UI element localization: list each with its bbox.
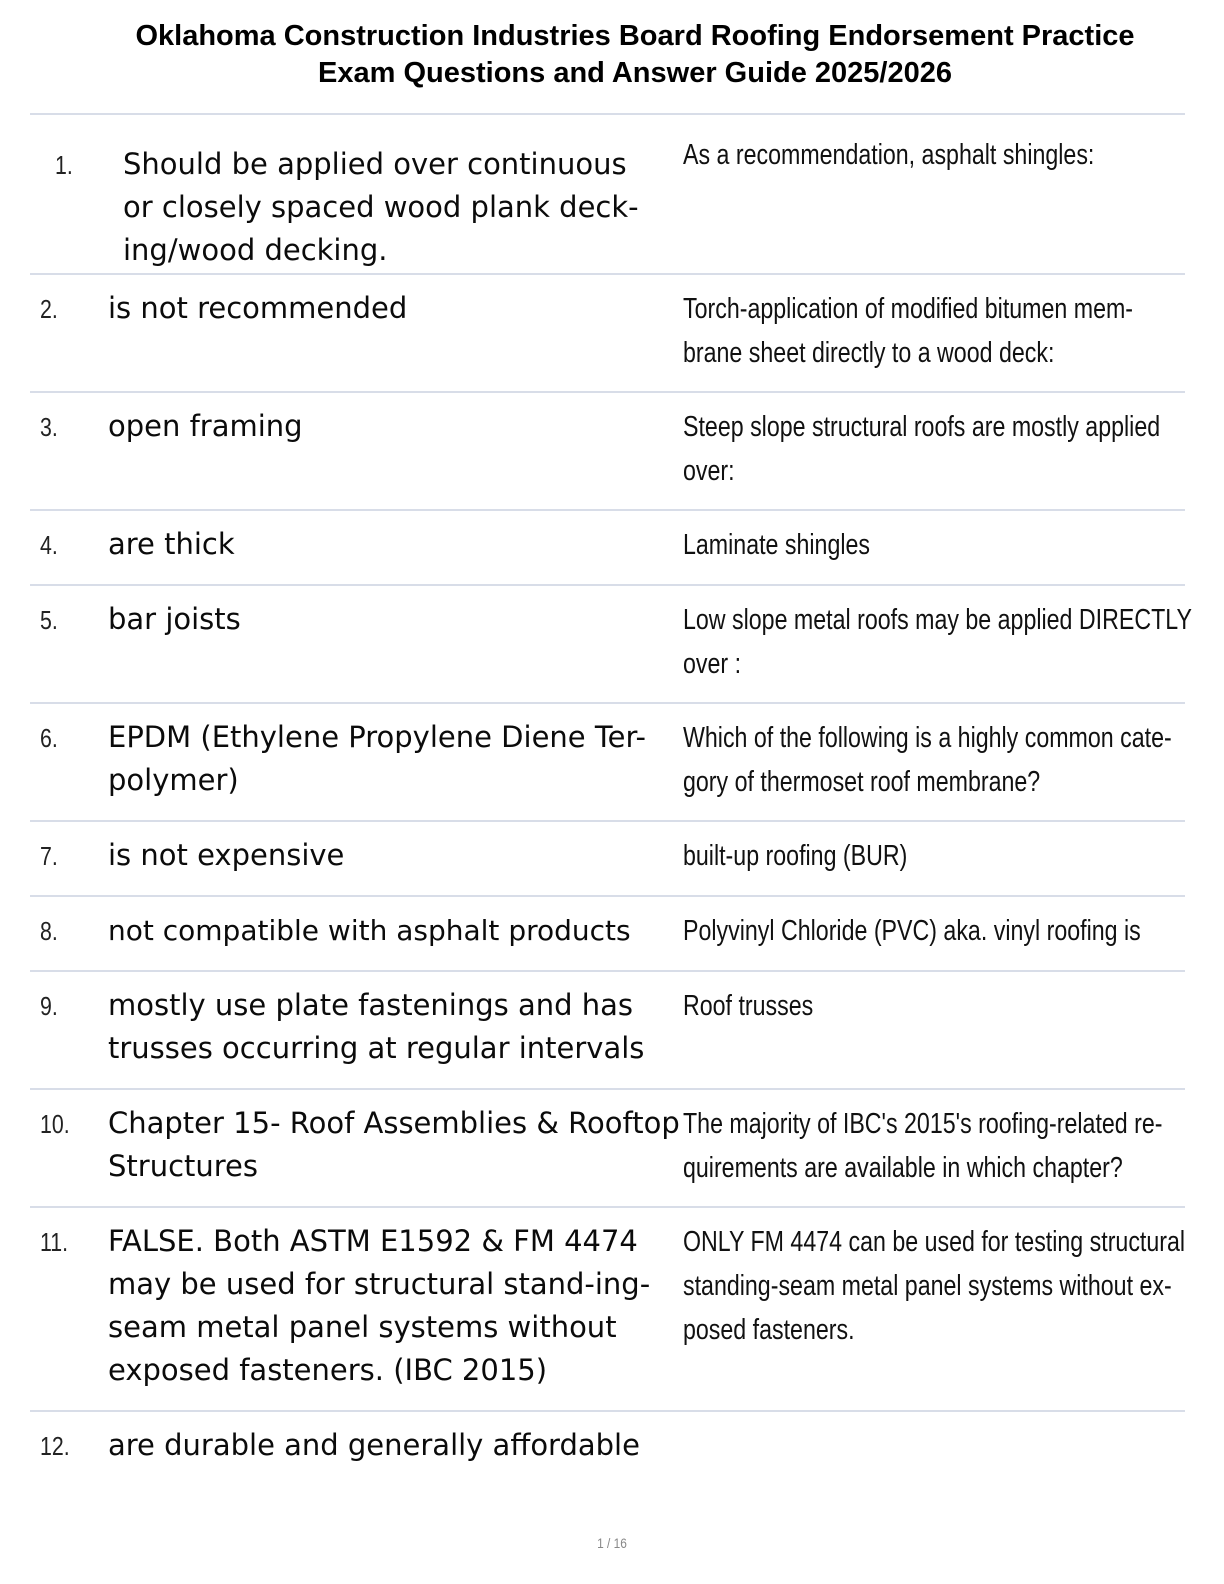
document-title (60, 18, 1210, 92)
page-indicator: 1 / 16 (597, 1535, 627, 1551)
question-text: Laminate shingles (683, 529, 871, 561)
title-line-2: Exam Questions and Answer Guide 2025/2026 (318, 57, 952, 89)
divider (30, 113, 1185, 115)
divider (30, 702, 1185, 704)
divider (30, 1088, 1185, 1090)
answer-text: open framing (108, 409, 303, 443)
divider (30, 1410, 1185, 1412)
question-text: Roof trusses (683, 990, 814, 1022)
item-number: 4. (40, 530, 58, 560)
question-text: built-up roofing (BUR) (683, 840, 908, 872)
answer-text: not compatible with asphalt products (108, 914, 631, 947)
answer-text: mostly use plate fastenings and has trusses occurring at regular intervals (108, 988, 645, 1065)
answer-text: is not recommended (108, 291, 408, 325)
divider (30, 895, 1185, 897)
item-number: 12. (40, 1431, 70, 1461)
answer-text: Chapter 15- Roof Assemblies & Rooftop Structures (108, 1106, 680, 1183)
divider (30, 509, 1185, 511)
question-text: Low slope metal roofs may be applied DIRECTLY over : (683, 604, 1192, 680)
question-text: Polyvinyl Chloride (PVC) aka. vinyl roofing is (683, 915, 1141, 947)
answer-text: bar joists (108, 602, 241, 636)
item-number: 8. (40, 916, 58, 946)
item-number: 3. (40, 412, 58, 442)
question-text: Torch-application of modified bitumen mem- brane sheet directly to a wood deck: (683, 293, 1134, 369)
question-text: Steep slope structural roofs are mostly applied over: (683, 411, 1161, 487)
title-line-1: Oklahoma Construction Industries Board Roofing Endorsement Practice (135, 20, 1135, 52)
answer-text: are thick (108, 527, 235, 561)
divider (30, 820, 1185, 822)
item-number: 10. (40, 1109, 70, 1139)
answer-text: FALSE. Both ASTM E1592 & FM 4474 may be used for structural stand-ing-seam metal panel systems without exposed fasteners. (IBC 2015) (108, 1224, 651, 1387)
question-text: ONLY FM 4474 can be used for testing structural standing-seam metal panel systems without ex- posed fasteners. (683, 1226, 1186, 1346)
answer-text: are durable and generally affordable (108, 1428, 640, 1462)
question-text: As a recommendation, asphalt shingles: (683, 139, 1095, 171)
answer-text: EPDM (Ethylene Propylene Diene Ter-polymer) (108, 720, 647, 797)
divider (30, 273, 1185, 275)
item-number: 5. (40, 605, 58, 635)
item-number: 9. (40, 991, 58, 1021)
answer-text: is not expensive (108, 838, 345, 872)
divider (30, 970, 1185, 972)
answer-text: Should be applied over continuous or closely spaced wood plank deck-ing/wood decking. (123, 147, 639, 267)
item-number: 11. (40, 1227, 69, 1257)
item-number: 2. (40, 294, 58, 324)
question-text: Which of the following is a highly common cate- gory of thermoset roof membrane? (683, 722, 1172, 798)
item-number: 7. (40, 841, 58, 871)
item-number: 1. (55, 150, 73, 180)
divider (30, 391, 1185, 393)
divider (30, 1206, 1185, 1208)
item-number: 6. (40, 723, 58, 753)
question-text: The majority of IBC's 2015's roofing-related re- quirements are available in which chapter? (683, 1108, 1163, 1184)
divider (30, 584, 1185, 586)
